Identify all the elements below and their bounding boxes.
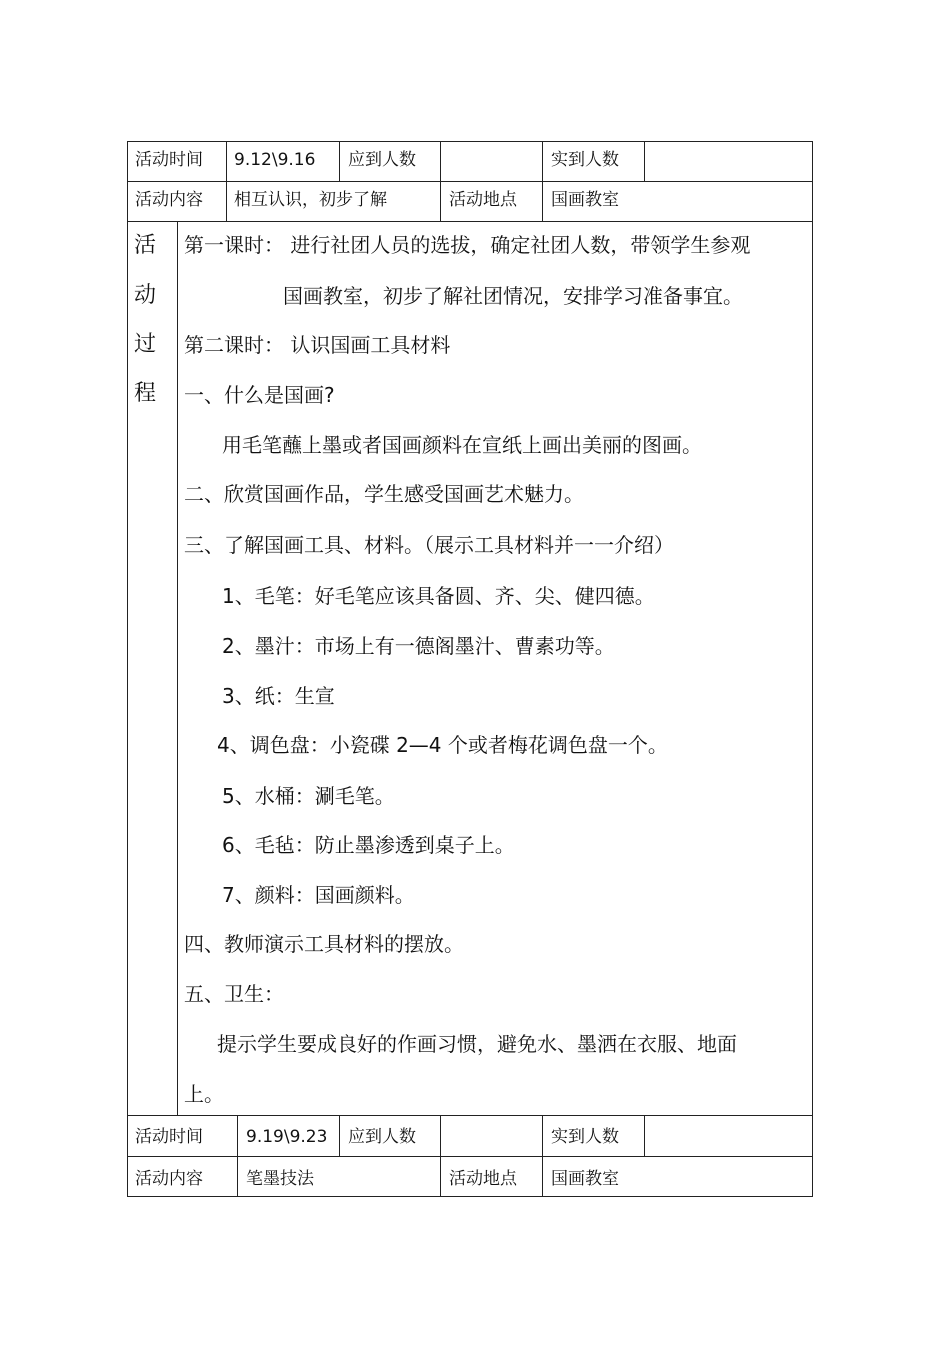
process-line: 2、墨汁：市场上有一德阁墨汁、曹素功等。 xyxy=(222,634,615,658)
process-line: 一、什么是国画? xyxy=(184,383,335,407)
activity-location-value: 国画教室 xyxy=(551,1169,619,1189)
activity-time-value: 9.19\9.23 xyxy=(246,1127,328,1147)
process-line: 五、卫生： xyxy=(184,982,284,1006)
label-actual-count: 实到人数 xyxy=(551,150,619,170)
process-label-char: 程 xyxy=(134,381,157,406)
activity-location-value: 国画教室 xyxy=(551,190,619,210)
label-activity-time: 活动时间 xyxy=(135,150,203,170)
label-activity-content: 活动内容 xyxy=(135,190,203,210)
process-line: 第一课时： 进行社团人员的选拔，确定社团人数，带领学生参观 xyxy=(184,233,751,257)
column-divider xyxy=(644,1115,645,1156)
column-divider xyxy=(177,221,178,1115)
row-divider xyxy=(127,1156,813,1157)
label-activity-content: 活动内容 xyxy=(135,1169,203,1189)
label-expected-count: 应到人数 xyxy=(348,1127,416,1147)
row-divider xyxy=(127,221,813,222)
label-activity-location: 活动地点 xyxy=(449,1169,517,1189)
activity-time-value: 9.12\9.16 xyxy=(234,150,316,170)
column-divider xyxy=(542,1115,543,1197)
row-divider xyxy=(127,181,813,182)
column-divider xyxy=(440,1115,441,1197)
process-line: 用毛笔蘸上墨或者国画颜料在宣纸上画出美丽的图画。 xyxy=(222,433,702,457)
process-line: 三、了解国画工具、材料。（展示工具材料并一一介绍） xyxy=(184,533,674,557)
label-activity-location: 活动地点 xyxy=(449,190,517,210)
process-line: 4、调色盘：小瓷碟 2—4 个或者梅花调色盘一个。 xyxy=(217,733,668,757)
column-divider xyxy=(542,141,543,221)
process-line: 国画教室，初步了解社团情况，安排学习准备事宜。 xyxy=(283,284,743,308)
process-line: 1、毛笔：好毛笔应该具备圆、齐、尖、健四德。 xyxy=(222,584,655,608)
activity-content-value: 相互认识，初步了解 xyxy=(234,190,387,210)
label-actual-count: 实到人数 xyxy=(551,1127,619,1147)
process-label-char: 活 xyxy=(134,233,157,258)
process-line: 7、颜料：国画颜料。 xyxy=(222,883,415,907)
activity-content-value: 笔墨技法 xyxy=(246,1169,314,1189)
column-divider xyxy=(339,1115,340,1156)
label-activity-time: 活动时间 xyxy=(135,1127,203,1147)
process-label-char: 动 xyxy=(134,283,157,308)
process-line: 5、水桶：涮毛笔。 xyxy=(222,784,395,808)
process-line: 提示学生要成良好的作画习惯，避免水、墨洒在衣服、地面 xyxy=(217,1032,737,1056)
column-divider xyxy=(237,1115,238,1197)
process-label-char: 过 xyxy=(134,332,157,357)
column-divider xyxy=(644,141,645,181)
process-line: 二、欣赏国画作品，学生感受国画艺术魅力。 xyxy=(184,482,584,506)
process-line: 第二课时： 认识国画工具材料 xyxy=(184,333,451,357)
column-divider xyxy=(339,141,340,181)
column-divider xyxy=(440,141,441,221)
process-line: 上。 xyxy=(184,1082,224,1106)
process-line: 6、毛毡：防止墨渗透到桌子上。 xyxy=(222,833,515,857)
label-expected-count: 应到人数 xyxy=(348,150,416,170)
process-line: 3、纸：生宣 xyxy=(222,684,335,708)
process-line: 四、教师演示工具材料的摆放。 xyxy=(184,932,464,956)
column-divider xyxy=(226,141,227,221)
row-divider xyxy=(127,1115,813,1116)
